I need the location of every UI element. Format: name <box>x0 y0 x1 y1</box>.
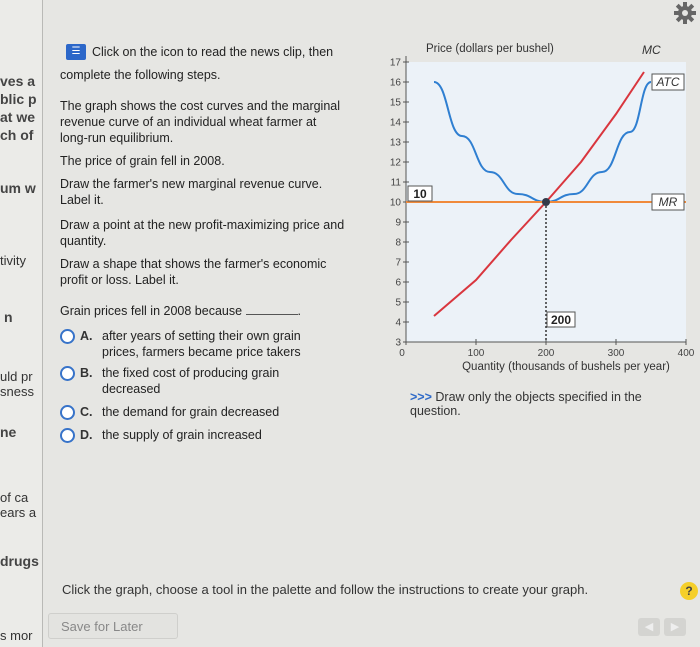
x-tick-label: 0 <box>399 348 405 359</box>
option-letter: A. <box>80 329 93 343</box>
option-text: the demand for grain decreased <box>102 405 280 419</box>
question-prompt <box>60 302 301 319</box>
context-text: ves a <box>0 73 36 89</box>
context-text: uld pr <box>0 369 33 384</box>
y-tick-label: 3 <box>395 337 401 349</box>
step-text: Label it. <box>60 193 104 207</box>
context-text: ne <box>0 424 17 440</box>
description-text: The price of grain fell in 2008. <box>60 154 225 168</box>
y-tick-label: 8 <box>395 237 401 249</box>
intro-text: Click on the icon to read the news clip, then <box>92 45 334 59</box>
option-line: the fixed cost of producing grain <box>102 366 280 380</box>
question-panel <box>48 30 378 570</box>
radio-button[interactable] <box>60 366 75 381</box>
save-for-later-button[interactable]: Save for Later <box>48 613 178 639</box>
radio-button[interactable] <box>60 329 75 344</box>
y-tick-label: 14 <box>389 117 401 129</box>
context-text: ch of <box>0 127 34 143</box>
y-tick-label: 4 <box>395 317 401 329</box>
option-text <box>102 365 332 397</box>
left-context-panel <box>0 0 43 647</box>
cost-curves-chart[interactable] <box>380 40 700 380</box>
step-text: Draw a shape that shows the farmer's economic <box>60 257 327 271</box>
intro-text: complete the following steps. <box>60 68 221 82</box>
x-tick-label: 400 <box>677 348 695 359</box>
y-tick-label: 11 <box>390 177 401 189</box>
radio-button[interactable] <box>60 405 75 420</box>
context-text: drugs <box>0 553 39 569</box>
context-text: blic p <box>0 91 37 107</box>
step-text: Draw a point at the new profit-maximizing price and <box>60 218 345 232</box>
equilibrium-point <box>542 198 550 206</box>
step-text: profit or loss. Label it. <box>60 273 179 287</box>
y-tick-label: 16 <box>389 77 401 89</box>
step-text: Draw the farmer's new marginal revenue curve. <box>60 177 323 191</box>
answer-blank <box>246 302 298 315</box>
context-text: tivity <box>0 253 26 268</box>
step-text: quantity. <box>60 234 107 248</box>
y-tick-label: 10 <box>389 197 401 209</box>
option-line: after years of setting their own grain <box>102 329 301 343</box>
y-tick-label: 7 <box>395 257 401 269</box>
x-tick-label: 100 <box>467 348 485 359</box>
draw-instruction-text: Draw only the objects specified in the question. <box>410 390 642 418</box>
bottom-bar <box>48 578 700 647</box>
y-tick-label: 5 <box>395 297 401 309</box>
x-tick-label: 200 <box>537 348 555 359</box>
prompt-text: Grain prices fell in 2008 because <box>60 304 243 318</box>
context-text: um w <box>0 180 36 196</box>
mc-label: MC <box>642 43 661 57</box>
option-letter: D. <box>80 428 93 442</box>
option-text <box>102 328 332 360</box>
settings-gear-icon[interactable] <box>670 0 700 26</box>
chevron-icon: >>> <box>410 390 432 404</box>
context-text: at we <box>0 109 36 125</box>
y-axis-label: Price (dollars per bushel) <box>426 43 554 55</box>
y-tick-label: 13 <box>389 137 401 149</box>
draw-instruction <box>410 390 680 418</box>
description-text: The graph shows the cost curves and the marginal <box>60 99 341 113</box>
y-tick-label: 9 <box>395 217 401 229</box>
y-tick-label: 6 <box>395 277 401 289</box>
context-text: s mor <box>0 628 33 643</box>
option-letter: B. <box>80 366 93 380</box>
option-letter: C. <box>80 405 93 419</box>
previous-button[interactable]: ◀ <box>638 618 660 636</box>
prompt-suffix: . <box>297 304 302 318</box>
radio-button[interactable] <box>60 428 75 443</box>
x-axis-label: Quantity (thousands of bushels per year) <box>462 361 670 373</box>
description-text: revenue curve of an individual wheat farmer at <box>60 115 317 129</box>
graph-area[interactable] <box>380 40 700 380</box>
context-text: n <box>4 309 13 325</box>
help-button[interactable]: ? <box>680 582 698 600</box>
atc-label: ATC <box>656 75 680 89</box>
y-tick-label: 12 <box>389 157 401 169</box>
option-line: prices, farmers became price takers <box>102 345 301 359</box>
description-text: long-run equilibrium. <box>60 131 174 145</box>
news-clip-icon[interactable]: ☰ <box>66 44 86 60</box>
x-tick-label: 300 <box>607 348 625 359</box>
next-button[interactable]: ▶ <box>664 618 686 636</box>
quantity-annotation: 200 <box>550 313 572 327</box>
y-tick-label: 15 <box>389 97 401 109</box>
option-line: decreased <box>102 382 161 396</box>
context-text: ears a <box>0 505 37 520</box>
context-text: of ca <box>0 490 29 505</box>
graph-instruction: Click the graph, choose a tool in the palette and follow the instructions to create your graph. <box>62 582 589 597</box>
option-text: the supply of grain increased <box>102 428 262 442</box>
context-text: sness <box>0 384 34 399</box>
price-annotation: 10 <box>413 187 427 201</box>
y-tick-label: 17 <box>389 57 401 69</box>
mr-label: MR <box>658 195 678 209</box>
